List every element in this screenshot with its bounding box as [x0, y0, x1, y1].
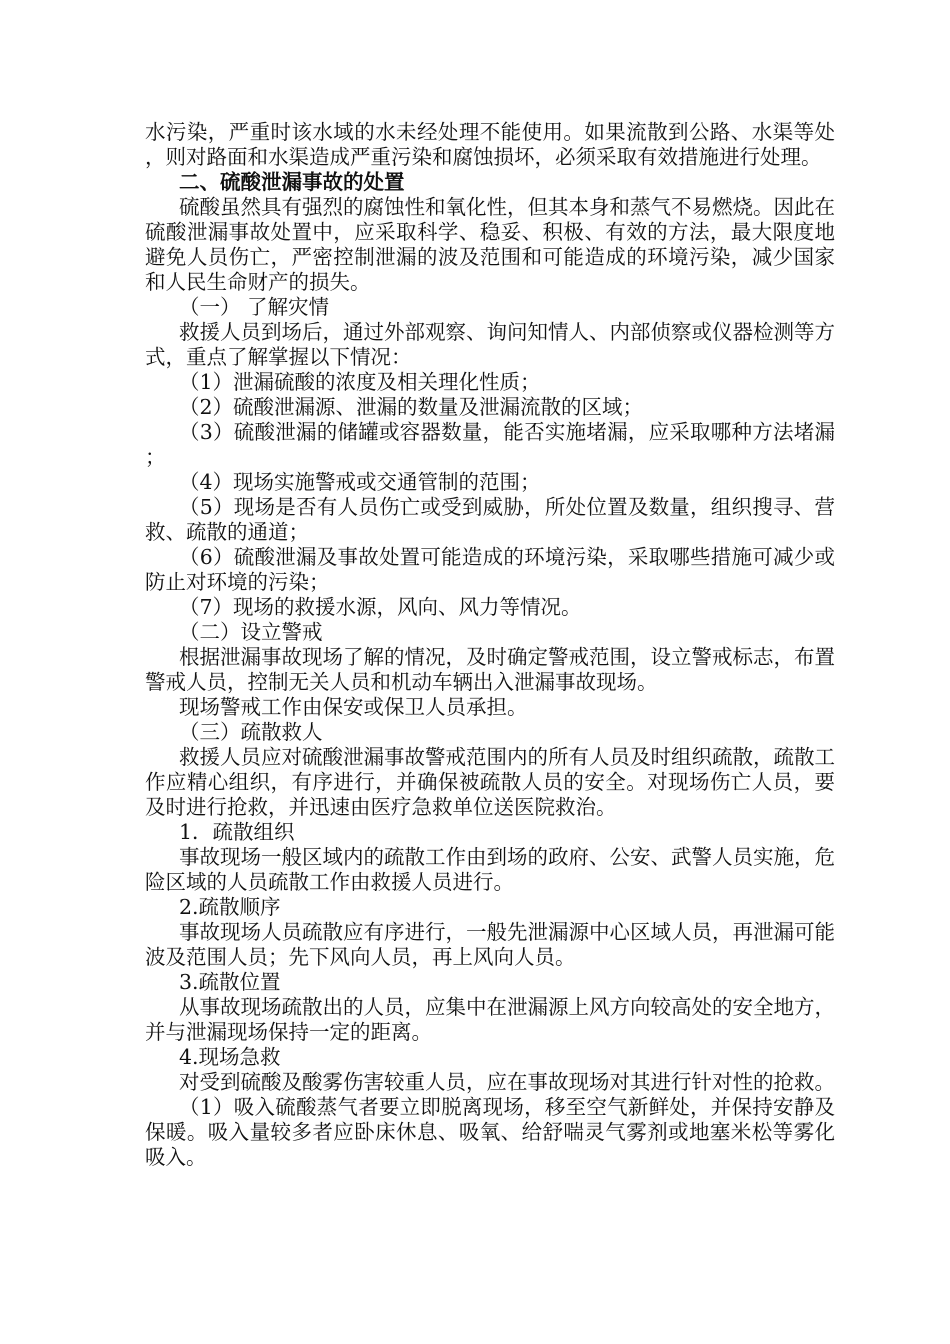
subheading-evacuation-order: 2.疏散顺序	[179, 895, 281, 919]
list-item-5: （5）现场是否有人员伤亡或受到威胁，所处位置及数量，组织搜寻、营救、疏散的通道；	[145, 495, 835, 544]
document-page	[145, 120, 835, 1170]
paragraph-cordon-staff: 现场警戒工作由保安或保卫人员承担。	[179, 695, 528, 719]
paragraph-first-aid: 对受到硫酸及酸雾伤害较重人员，应在事故现场对其进行针对性的抢救。	[179, 1070, 835, 1094]
subheading-understand-disaster: （一） 了解灾情	[179, 295, 330, 319]
paragraph-evacuation-order: 事故现场人员疏散应有序进行，一般先泄漏源中心区域人员，再泄漏可能波及范围人员；先下风向人员，再上风向人员。	[145, 920, 835, 969]
list-item-4: （4）现场实施警戒或交通管制的范围；	[179, 470, 541, 494]
list-item-2: （2）硫酸泄漏源、泄漏的数量及泄漏流散的区域；	[179, 395, 644, 419]
subheading-evacuate-rescue: （三）疏散救人	[179, 720, 323, 744]
subheading-evacuation-org: 1．疏散组织	[179, 820, 295, 844]
subheading-evacuation-location: 3.疏散位置	[179, 970, 281, 994]
paragraph-evacuation-overview: 救援人员应对硫酸泄漏事故警戒范围内的所有人员及时组织疏散，疏散工作应精心组织，有序进行，并确保被疏散人员的安全。对现场伤亡人员，要及时进行抢救，并迅速由医疗急救单位送医院救治。	[145, 745, 835, 819]
paragraph-disposal-principle: 硫酸虽然具有强烈的腐蚀性和氧化性，但其本身和蒸气不易燃烧。因此在硫酸泄漏事故处置中，应采取科学、稳妥、积极、有效的方法，最大限度地避免人员伤亡，严密控制泄漏的波及范围和可能造成的环境污染，减少国家和人民生命财产的损失。	[145, 195, 835, 294]
list-item-3: （3）硫酸泄漏的储罐或容器数量，能否实施堵漏，应采取哪种方法堵漏；	[145, 420, 835, 469]
subheading-first-aid: 4.现场急救	[179, 1045, 281, 1069]
section-heading-disposal: 二、硫酸泄漏事故的处置	[179, 170, 405, 194]
paragraph-cordon-range: 根据泄漏事故现场了解的情况，及时确定警戒范围，设立警戒标志，布置警戒人员，控制无关人员和机动车辆出入泄漏事故现场。	[145, 645, 835, 694]
paragraph-rescue-arrival: 救援人员到场后，通过外部观察、询问知情人、内部侦察或仪器检测等方式，重点了解掌握以下情况：	[145, 320, 835, 369]
paragraph-evacuation-location: 从事故现场疏散出的人员，应集中在泄漏源上风方向较高处的安全地方，并与泄漏现场保持一定的距离。	[145, 995, 835, 1044]
paragraph-evacuation-org: 事故现场一般区域内的疏散工作由到场的政府、公安、武警人员实施，危险区域的人员疏散工作由救援人员进行。	[145, 845, 835, 894]
list-item-7: （7）现场的救援水源，风向、风力等情况。	[179, 595, 582, 619]
paragraph-inhalation-aid: （1）吸入硫酸蒸气者要立即脱离现场，移至空气新鲜处，并保持安静及保暖。吸入量较多者应卧床休息、吸氧、给舒喘灵气雾剂或地塞米松等雾化吸入。	[145, 1095, 835, 1169]
paragraph-pollution-intro: 水污染，严重时该水域的水未经处理不能使用。如果流散到公路、水渠等处，则对路面和水渠造成严重污染和腐蚀损坏，必须采取有效措施进行处理。	[145, 120, 835, 169]
list-item-6: （6）硫酸泄漏及事故处置可能造成的环境污染，采取哪些措施可减少或防止对环境的污染；	[145, 545, 835, 594]
subheading-set-cordon: （二）设立警戒	[179, 620, 323, 644]
list-item-1: （1）泄漏硫酸的浓度及相关理化性质；	[179, 370, 541, 394]
